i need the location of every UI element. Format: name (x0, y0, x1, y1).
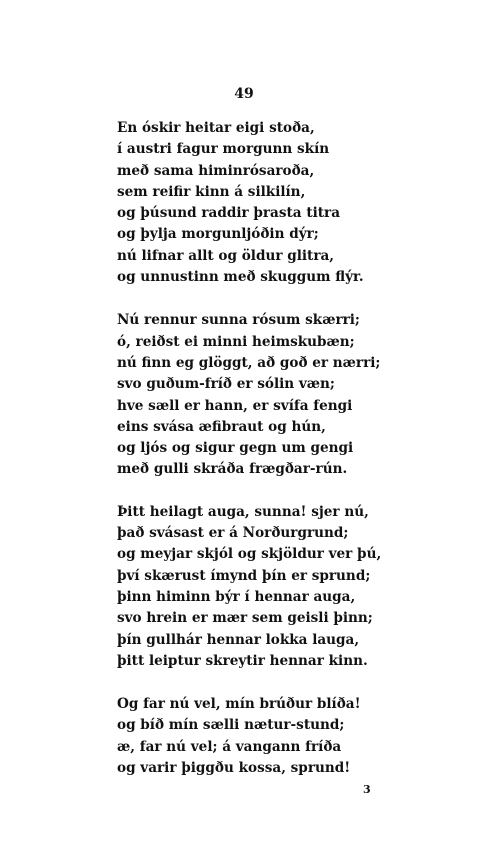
poem-line: Og far nú vel, mín brúður blíða! (117, 696, 361, 713)
poem (117, 118, 477, 801)
poem-line: þín gullhár hennar lokka lauga, (117, 631, 360, 648)
poem-line: og þúsund raddir þrasta titra (117, 205, 341, 222)
poem-line: æ, far nú vel; á vangann fríða (117, 738, 342, 755)
poem-line: eins svása æfibraut og hún, (117, 418, 326, 435)
stanza-2 (117, 310, 477, 480)
stanza-4 (117, 694, 477, 779)
poem-line: sem reifir kinn á silkilín, (117, 183, 306, 200)
poem-line: og bíð mín sælli nætur-stund; (117, 717, 345, 734)
signature-mark: 3 (363, 783, 371, 796)
poem-line: svo hrein er mær sem geisli þinn; (117, 610, 373, 627)
poem-line: því skærust ímynd þín er sprund; (117, 567, 371, 584)
poem-line: með gulli skráða frægðar-rún. (117, 461, 348, 478)
poem-line: nú lifnar allt og öldur glitra, (117, 247, 335, 264)
poem-line: hve sæll er hann, er svífa fengi (117, 397, 353, 414)
page-number: 49 (234, 86, 254, 102)
poem-line: þitt leiptur skreytir hennar kinn. (117, 652, 368, 669)
stanza-3 (117, 502, 477, 672)
poem-line: ó, reiðst ei minni heimskubæn; (117, 333, 355, 350)
poem-line: og unnustinn með skuggum flýr. (117, 269, 364, 286)
poem-line: og þylja morgunljóðin dýr; (117, 226, 319, 243)
poem-line: og varir þiggðu kossa, sprund! (117, 760, 351, 777)
poem-line: með sama himinrósaroða, (117, 162, 315, 179)
poem-line: nú finn eg glöggt, að goð er nærri; (117, 354, 381, 371)
poem-line: Þitt heilagt auga, sunna! sjer nú, (117, 503, 369, 520)
poem-line: Nú rennur sunna rósum skærri; (117, 312, 360, 329)
poem-line: það svásast er á Norðurgrund; (117, 525, 349, 542)
poem-line: og ljós og sigur gegn um gengi (117, 440, 354, 457)
poem-line: í austri fagur morgunn skín (117, 141, 330, 158)
poem-line: og meyjar skjól og skjöldur ver þú, (117, 546, 382, 563)
poem-line: þinn himinn býr í hennar auga, (117, 588, 356, 605)
poem-line: En óskir heitar eigi stoða, (117, 120, 315, 136)
stanza-1 (117, 118, 477, 288)
poem-line: svo guðum-fríð er sólin væn; (117, 376, 335, 393)
